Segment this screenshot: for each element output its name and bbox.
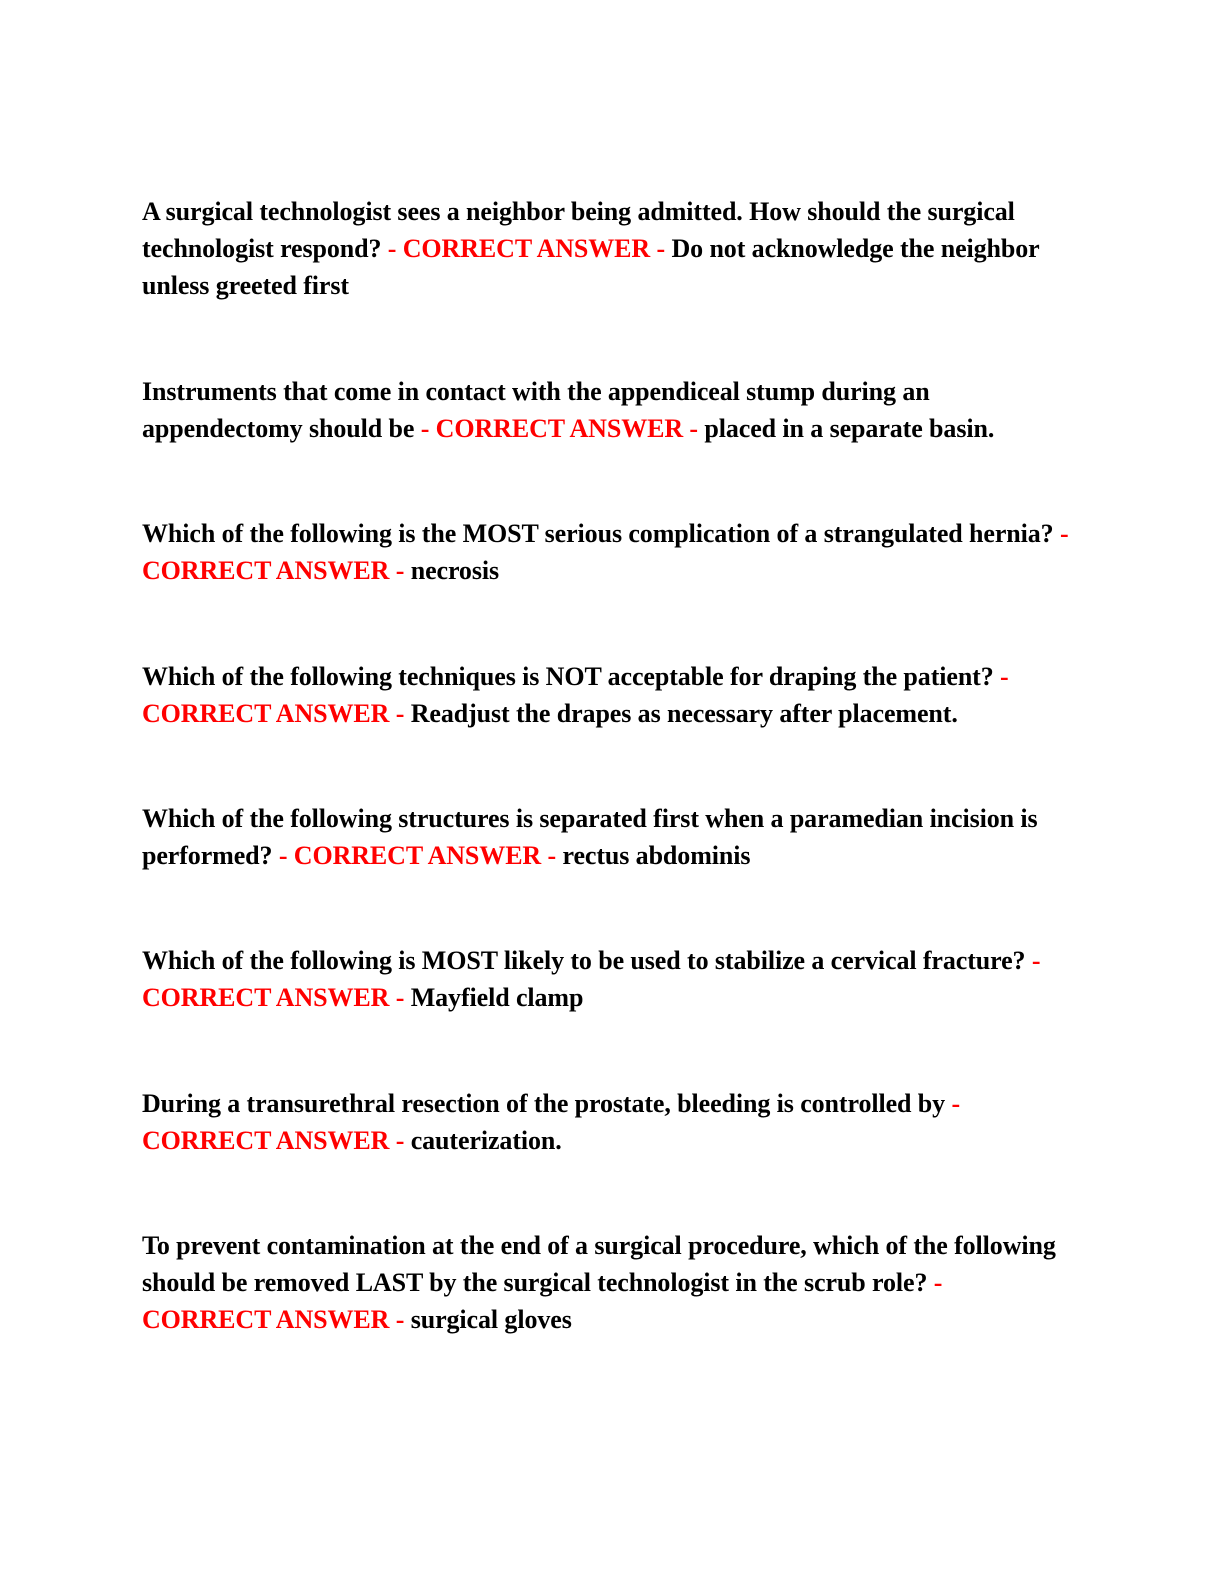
question-text: Instruments that come in contact with the appendiceal stump during an appendectomy should be	[142, 377, 930, 443]
correct-answer-marker: - CORRECT ANSWER -	[142, 946, 1041, 1012]
question-text: Which of the following structures is separated first when a paramedian incision is performed?	[142, 804, 1038, 870]
answer-text: placed in a separate basin.	[704, 414, 995, 443]
correct-answer-marker: - CORRECT ANSWER -	[142, 1089, 961, 1155]
question-text: Which of the following is the MOST serious complication of a strangulated hernia?	[142, 519, 1054, 548]
qa-entry-3	[142, 515, 1072, 589]
qa-entry-8	[142, 1227, 1072, 1338]
correct-answer-marker: - CORRECT ANSWER -	[278, 841, 557, 870]
answer-text: necrosis	[410, 556, 499, 585]
correct-answer-marker: - CORRECT ANSWER -	[142, 519, 1069, 585]
qa-entry-4	[142, 658, 1072, 732]
correct-answer-marker: - CORRECT ANSWER -	[142, 1268, 943, 1334]
qa-entry-7	[142, 1085, 1072, 1159]
correct-answer-marker: - CORRECT ANSWER -	[420, 414, 698, 443]
question-text: A surgical technologist sees a neighbor being admitted. How should the surgical technologist respond?	[142, 197, 1015, 263]
question-text: Which of the following is MOST likely to be used to stabilize a cervical fracture?	[142, 946, 1026, 975]
answer-text: surgical gloves	[410, 1305, 572, 1334]
correct-answer-marker: - CORRECT ANSWER -	[387, 234, 666, 263]
answer-text: Readjust the drapes as necessary after placement.	[410, 699, 958, 728]
question-text: To prevent contamination at the end of a surgical procedure, which of the following should be removed LAST by the surgical technologist in the scrub role?	[142, 1231, 1056, 1297]
answer-text: Mayfield clamp	[410, 983, 584, 1012]
answer-text: Do not acknowledge the neighbor unless greeted first	[142, 234, 1040, 300]
correct-answer-marker: - CORRECT ANSWER -	[142, 662, 1009, 728]
question-text: During a transurethral resection of the prostate, bleeding is controlled by	[142, 1089, 946, 1118]
answer-text: cauterization.	[410, 1126, 562, 1155]
question-text: Which of the following techniques is NOT acceptable for draping the patient?	[142, 662, 994, 691]
qa-entry-6	[142, 942, 1072, 1016]
answer-text: rectus abdominis	[562, 841, 751, 870]
qa-entry-2	[142, 373, 1072, 447]
qa-entry-5	[142, 800, 1072, 874]
qa-entry-1	[142, 193, 1072, 304]
